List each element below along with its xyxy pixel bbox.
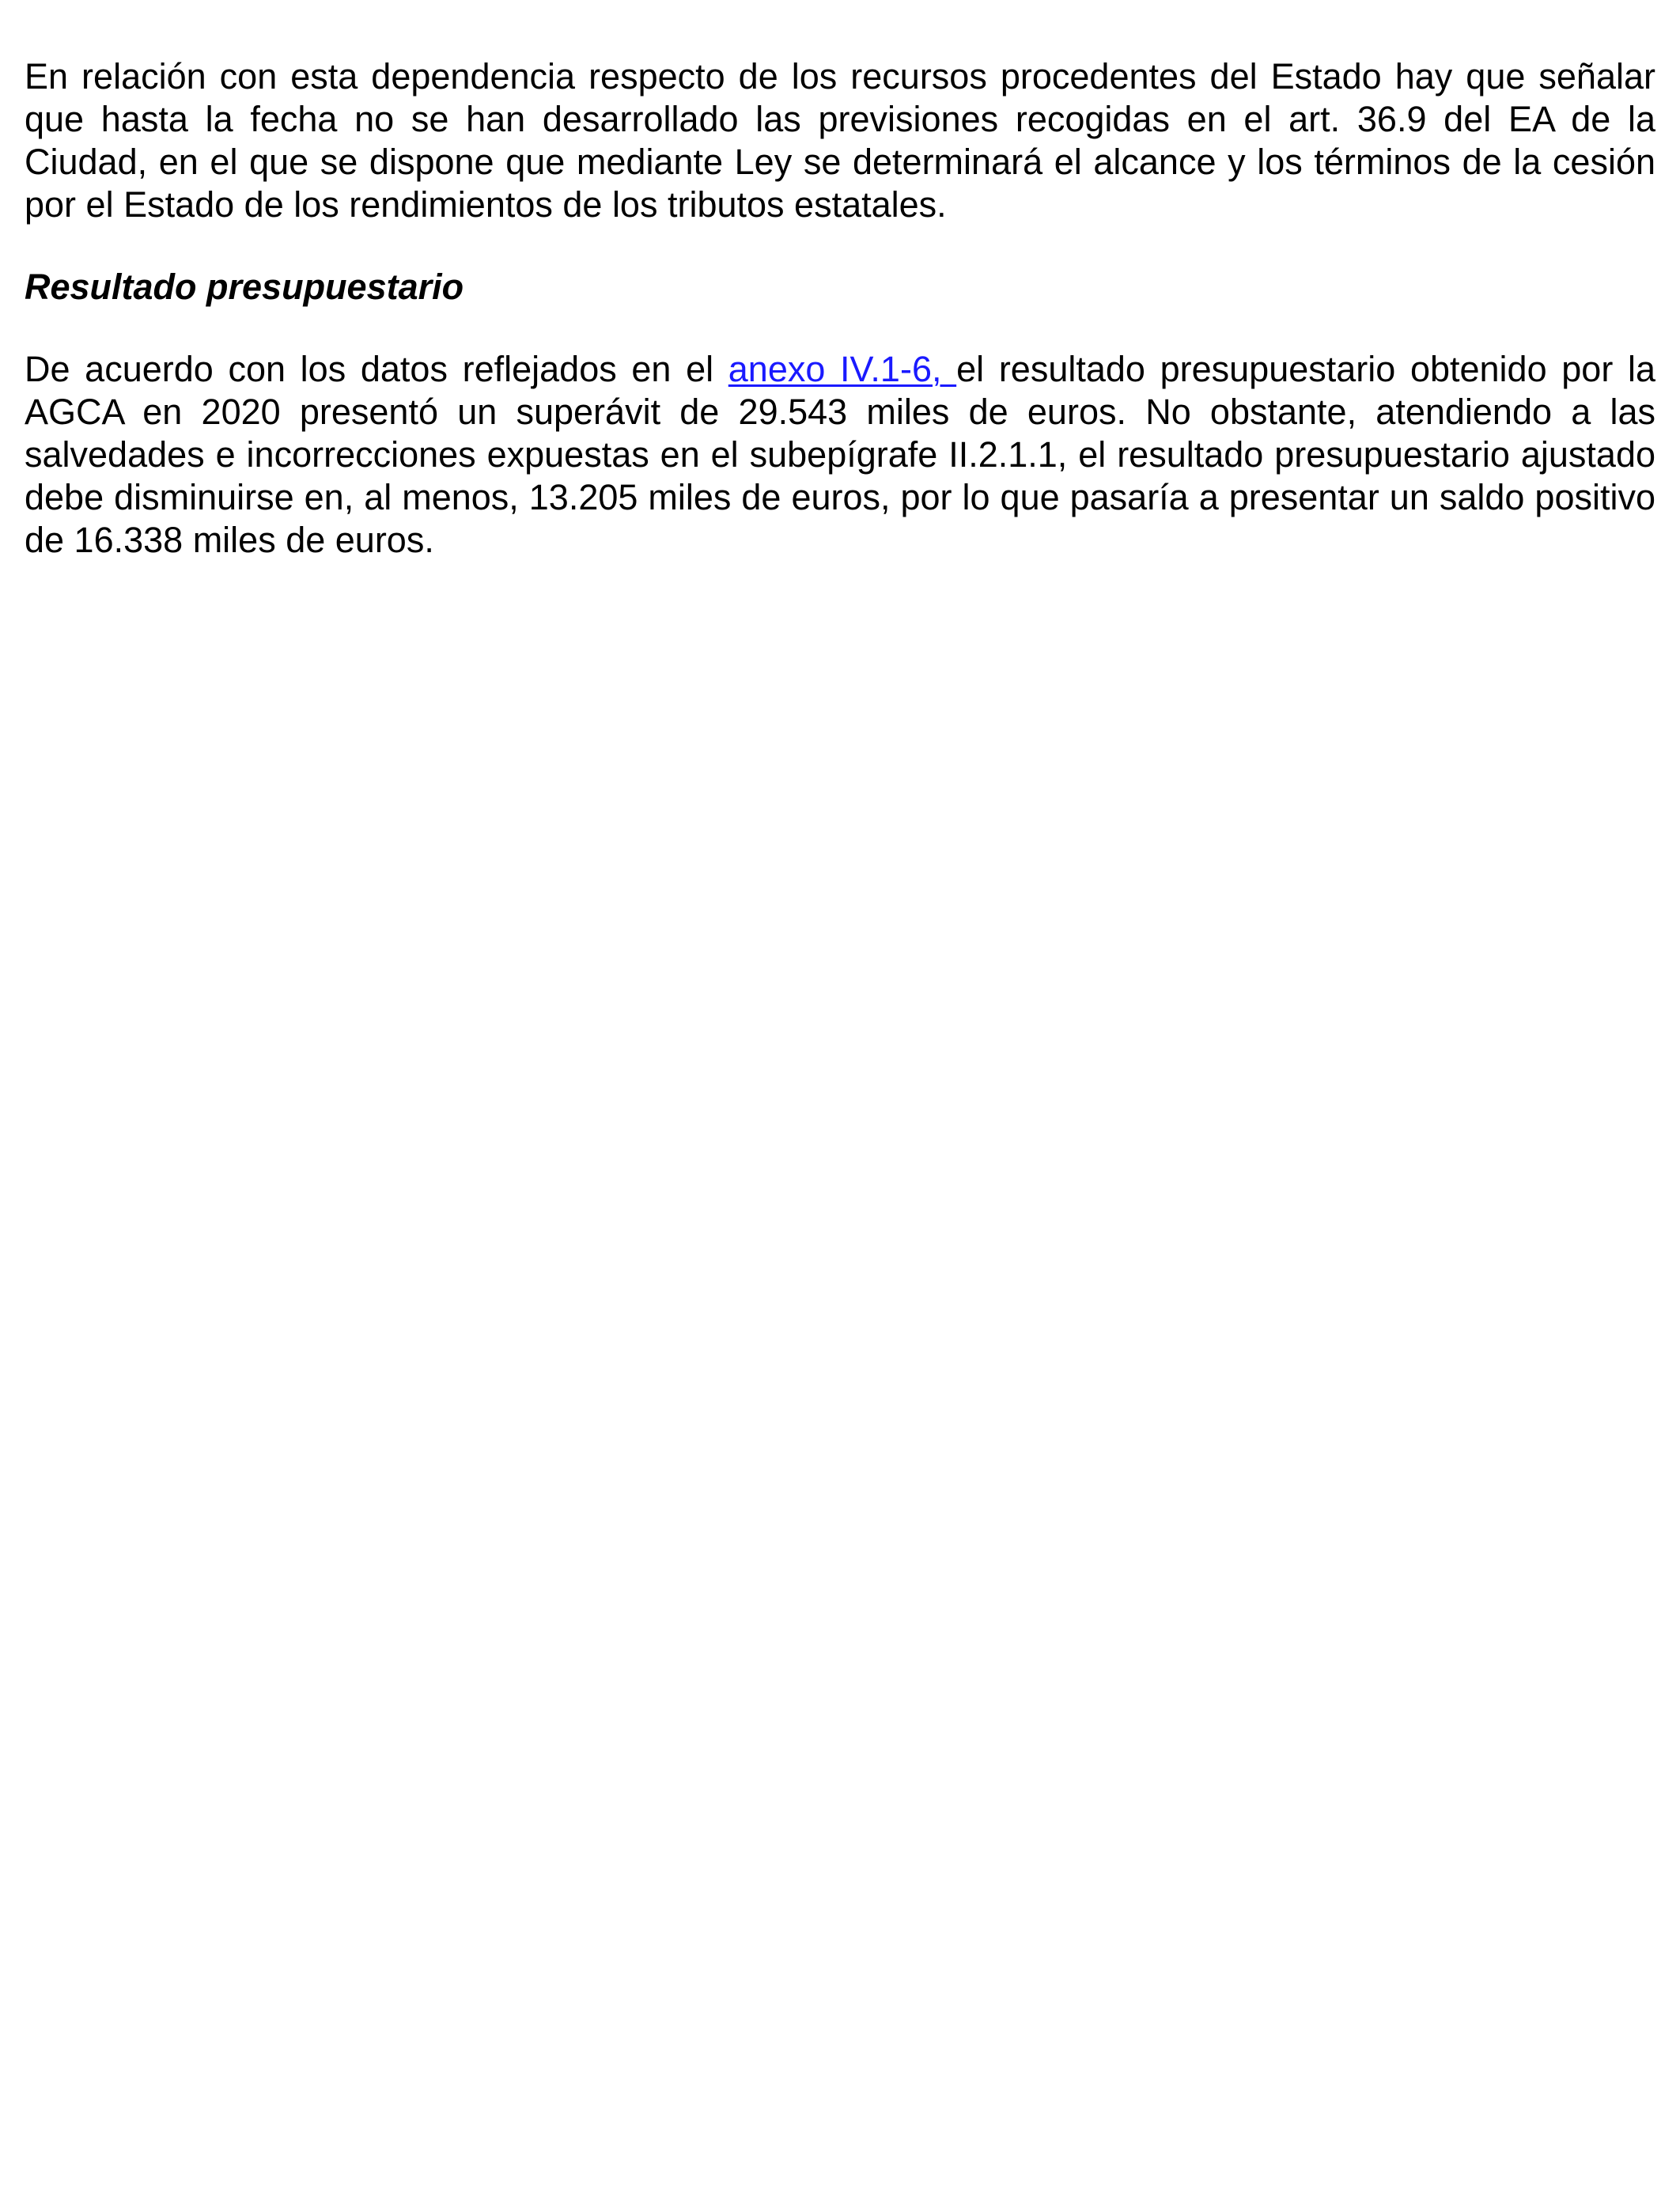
paragraph-text-after-link: el resultado presupuestario obtenido por la AGCA en 2020 presentó un superávit de 29.543 miles de euros. No obstante, atendiendo a las salvedades e incorrecciones expuestas en el subepígrafe II.2.1.1, el resultado presupuestario ajustado debe disminuirse en, al menos, 13.205 miles de euros, por lo que pasaría a presentar un saldo positivo de 16.338 miles de euros. [25, 349, 1655, 560]
anexo-link[interactable]: anexo IV.1-6, [728, 349, 957, 389]
paragraph-text-before-link: De acuerdo con los datos reflejados en el [25, 349, 728, 389]
document-page [25, 55, 1655, 562]
paragraph-recursos-estado: En relación con esta dependencia respecto de los recursos procedentes del Estado hay que señalar que hasta la fecha no se han desarrollado las previsiones recogidas en el art. 36.9 del EA de la Ciudad, en el que se dispone que mediante Ley se determinará el alcance y los términos de la cesión por el Estado de los rendimientos de los tributos estatales. [25, 56, 1655, 225]
paragraph-resultado-presupuestario [25, 348, 1655, 562]
section-heading-resultado-presupuestario: Resultado presupuestario [25, 267, 464, 307]
